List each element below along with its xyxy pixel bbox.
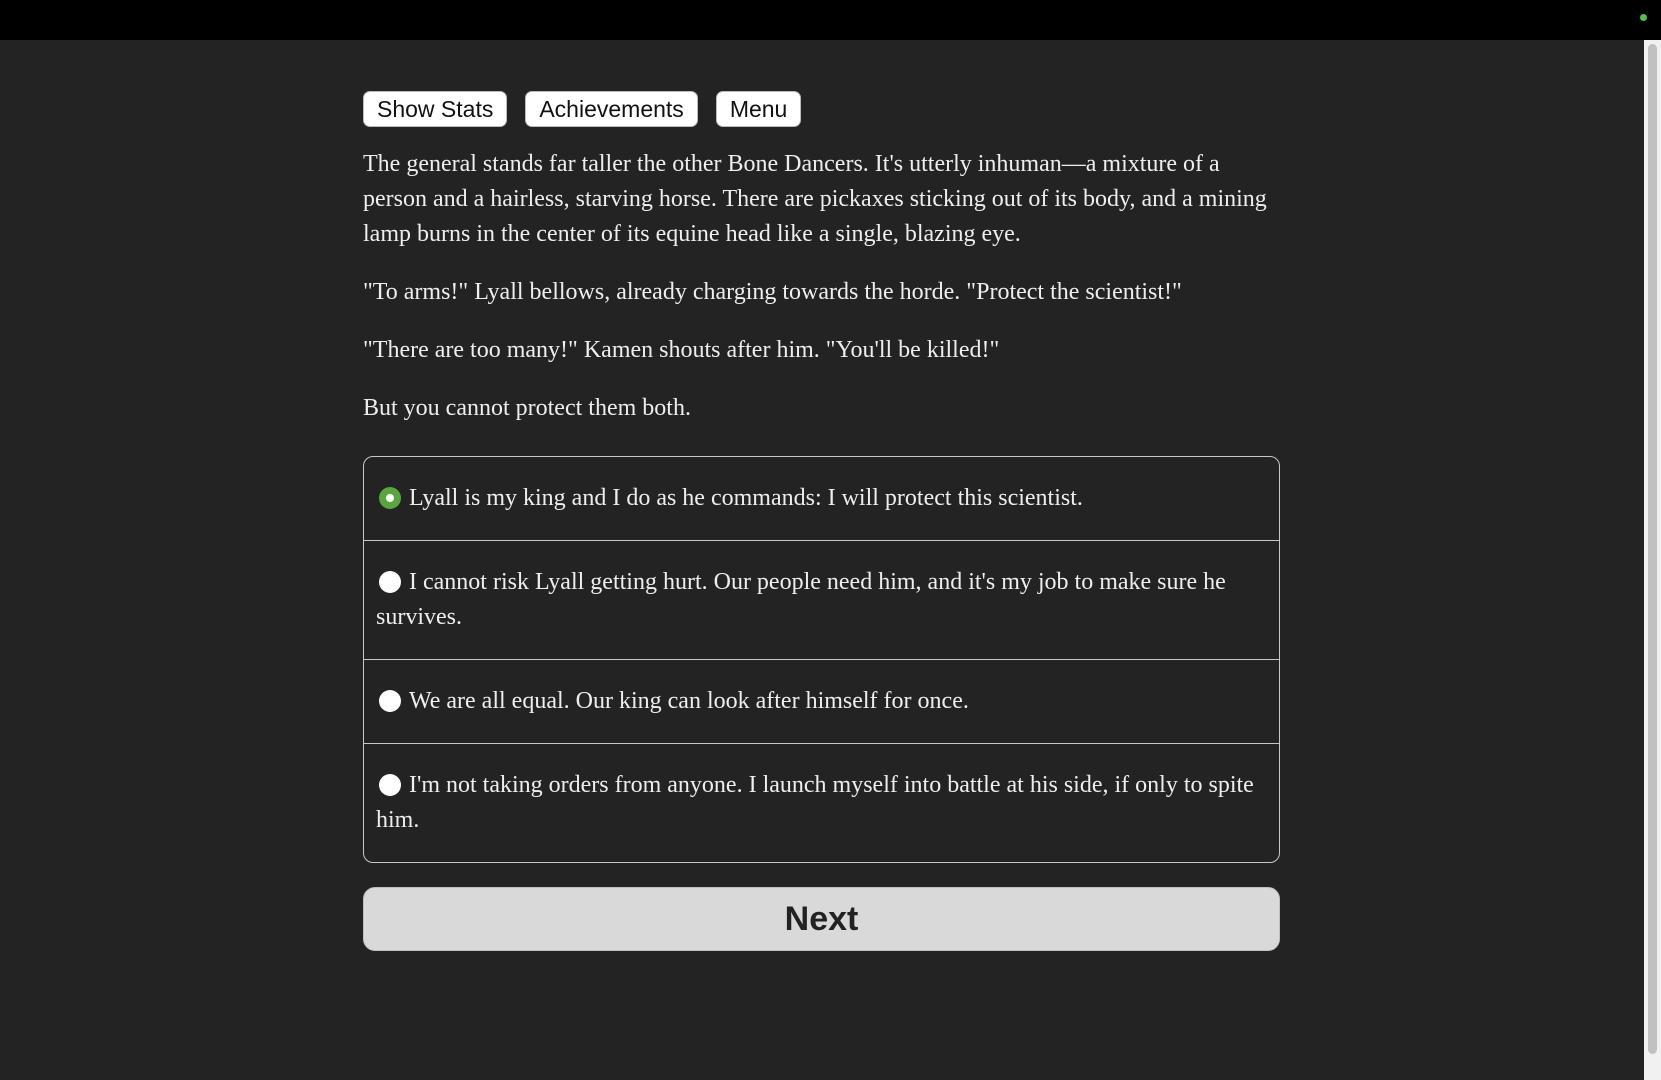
top-bar xyxy=(0,0,1661,40)
story-paragraph: The general stands far taller the other Bone Dancers. It's utterly inhuman—a mixture of a person and a hairless, starving horse. There are pickaxes sticking out of its body, and a mining lamp burns in the center of its equine head like a single, blazing eye. xyxy=(363,151,1267,247)
choice-label: I cannot risk Lyall getting hurt. Our people need him, and it's my job to make sure he survives. xyxy=(376,569,1226,630)
status-dot-icon xyxy=(1640,14,1647,21)
story-paragraph: But you cannot protect them both. xyxy=(363,395,691,421)
radio-button[interactable] xyxy=(379,487,401,509)
choice-option[interactable] xyxy=(364,540,1279,659)
story-paragraph: "There are too many!" Kamen shouts after him. "You'll be killed!" xyxy=(363,337,1000,363)
choice-label: We are all equal. Our king can look after himself for once. xyxy=(409,688,969,714)
scrollbar[interactable] xyxy=(1644,40,1661,1080)
choice-label: I'm not taking orders from anyone. I launch myself into battle at his side, if only to spite him. xyxy=(376,772,1254,833)
choice-option[interactable] xyxy=(364,457,1279,540)
story-paragraph: "To arms!" Lyall bellows, already charging towards the horde. "Protect the scientist!" xyxy=(363,279,1182,305)
next-button[interactable]: Next xyxy=(363,887,1280,951)
choice-option[interactable] xyxy=(364,743,1279,862)
choice-option[interactable] xyxy=(364,659,1279,743)
radio-button[interactable] xyxy=(379,774,401,796)
show-stats-button[interactable]: Show Stats xyxy=(363,91,507,127)
radio-button[interactable] xyxy=(379,571,401,593)
game-content xyxy=(363,91,1280,951)
scrollbar-thumb[interactable] xyxy=(1648,44,1657,1054)
radio-button[interactable] xyxy=(379,690,401,712)
achievements-button[interactable]: Achievements xyxy=(525,91,697,127)
choice-list xyxy=(363,456,1280,863)
menu-button[interactable]: Menu xyxy=(716,91,802,127)
story-text xyxy=(363,147,1280,426)
choice-label: Lyall is my king and I do as he commands: I will protect this scientist. xyxy=(409,485,1083,511)
toolbar xyxy=(363,91,1280,127)
